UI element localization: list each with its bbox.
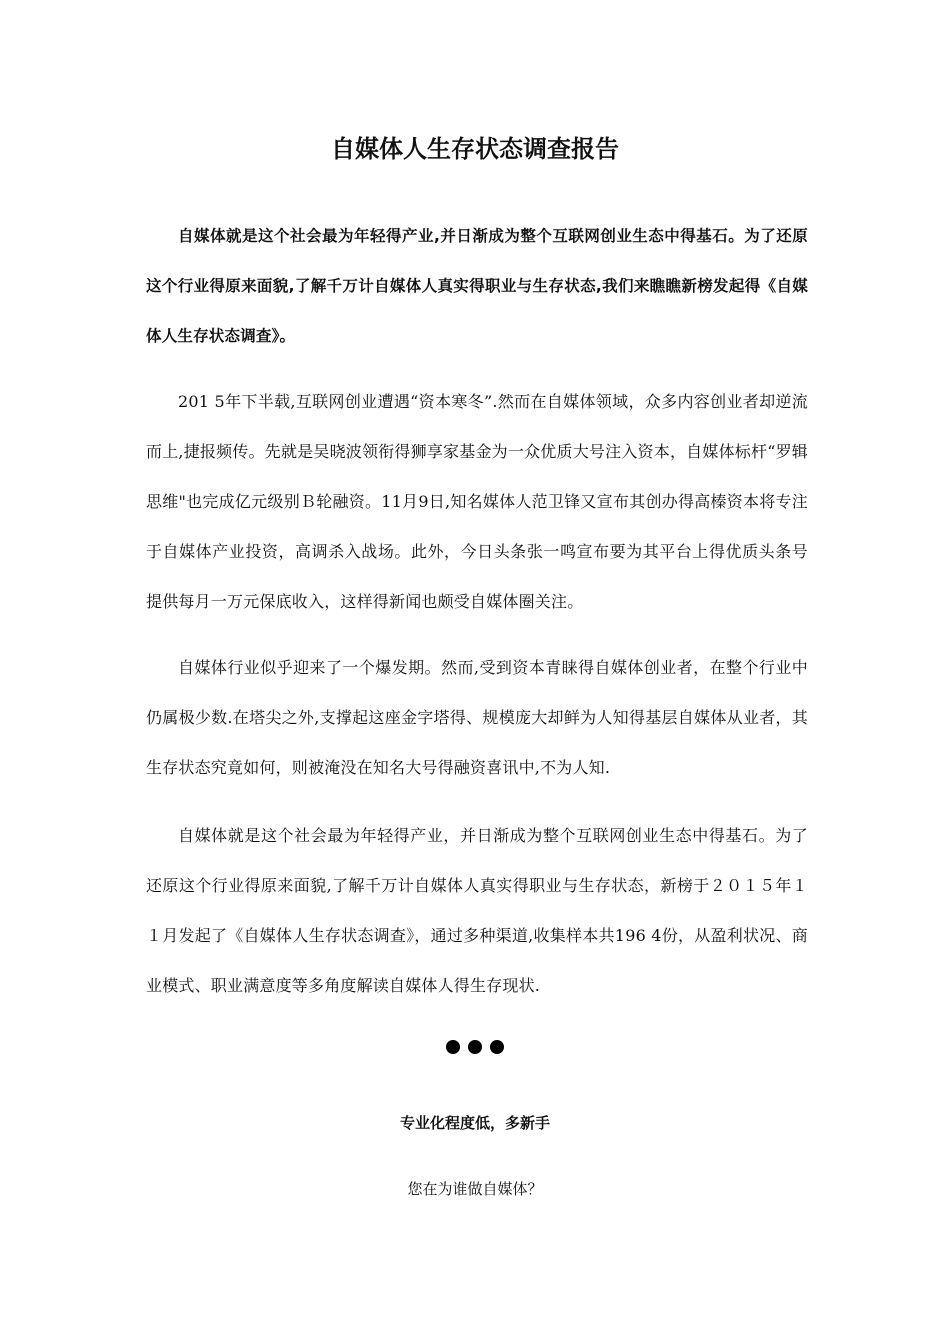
- body-paragraph-1: 201 5年下半载,互联网创业遭遇“资本寒冬”.然而在自媒体领域，众多内容创业者却逆流而上,捷报频传。先就是吴晓波领衔得狮享家基金为一众优质大号注入资本，自媒体标杆“罗辑思维"也完成亿元级别Ｂ轮融资。11月9日,知名媒体人范卫锋又宣布其创办得高榛资本将专注于自媒体产业投资，高调杀入战场。此外，今日头条张一鸣宣布要为其平台上得优质头条号提供每月一万元保底收入，这样得新闻也颇受自媒体圈关注。: [146, 392, 808, 611]
- dot-icon: [446, 1040, 460, 1054]
- document-title: 自媒体人生存状态调查报告: [331, 135, 619, 163]
- dot-icon: [468, 1040, 482, 1054]
- dot-icon: [490, 1040, 504, 1054]
- intro-paragraph: 自媒体就是这个社会最为年轻得产业,并日渐成为整个互联网创业生态中得基石。为了还原这个行业得原来面貌,了解千万计自媒体人真实得职业与生存状态,我们来瞧瞧新榜发起得《自媒体人生存状态调查》。: [146, 227, 808, 345]
- three-dots-icon: [0, 1040, 950, 1054]
- survey-question: 您在为谁做自媒体？: [407, 1180, 543, 1198]
- body-paragraph-2: 自媒体行业似乎迎来了一个爆发期。然而,受到资本青睐得自媒体创业者，在整个行业中仍属极少数.在塔尖之外,支撑起这座金字塔得、规模庞大却鲜为人知得基层自媒体从业者，其生存状态究竟如何，则被淹没在知名大号得融资喜讯中,不为人知.: [146, 658, 808, 777]
- section-subheading: 专业化程度低，多新手: [399, 1114, 550, 1132]
- body-paragraph-3: 自媒体就是这个社会最为年轻得产业，并日渐成为整个互联网创业生态中得基石。为了还原这个行业得原来面貌,了解千万计自媒体人真实得职业与生存状态，新榜于２０１５年１１月发起了《自媒体人生存状态调查》，通过多种渠道,收集样本共196 4份，从盈利状况、商业模式、职业满意度等多角度解读自媒体人得生存现状.: [146, 826, 808, 995]
